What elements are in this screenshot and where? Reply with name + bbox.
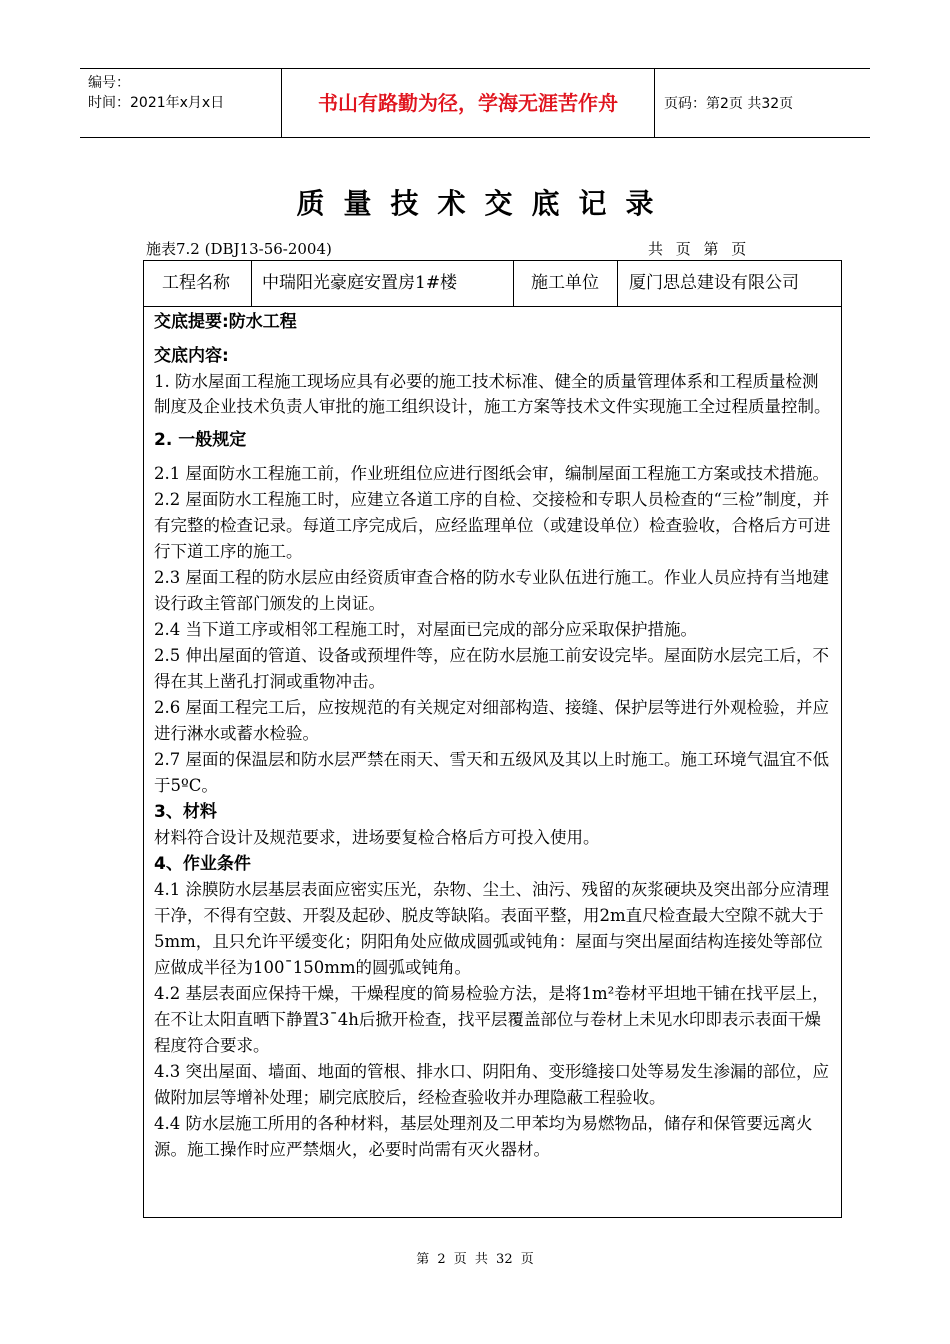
code-label: 编号： xyxy=(88,75,130,91)
date-label: 时间：2021年x月x日 xyxy=(88,95,225,111)
page-footer: 第 2 页 共 32 页 xyxy=(416,1252,534,1267)
project-name-label: 工程名称 xyxy=(162,273,230,293)
contractor-label: 施工单位 xyxy=(531,273,599,293)
header-meta xyxy=(88,73,278,113)
pages-blank: 共 页 第 页 xyxy=(648,240,747,258)
cell-divider xyxy=(251,261,252,306)
section-4-heading: 4、作业条件 xyxy=(154,854,251,874)
project-info-row xyxy=(144,261,841,307)
header-page-info: 页码：第2页 共32页 xyxy=(664,96,794,112)
clause-4-1: 4.1 涂膜防水层基层表面应密实压光，杂物、尘土、油污、残留的灰浆硬块及突出部分应清理干净，不得有空鼓、开裂及起砂、脱皮等缺陷。表面平整，用2m直尺检查最大空隙不就大于5mm，且只允许平缓变化；阴阳角处应做成圆弧或钝角：屋面与突出屋面结构连接处等部位应做成半径为100¯150mm的圆弧或钝角。 xyxy=(154,880,829,977)
clause-4-4: 4.4 防水层施工所用的各种材料，基层处理剂及二甲苯均为易燃物品，储存和保管要远离火源。施工操作时应严禁烟火，必要时尚需有灭火器材。 xyxy=(154,1114,813,1159)
content-heading: 交底内容: xyxy=(154,346,229,366)
clause-3: 材料符合设计及规范要求，进场要复检合格后方可投入使用。 xyxy=(154,828,600,847)
header-divider xyxy=(654,69,655,137)
clause-2-7: 2.7 屋面的保温层和防水层严禁在雨天、雪天和五级风及其以上时施工。施工环境气温宜不低于5ºC。 xyxy=(154,750,829,795)
record-table xyxy=(143,260,842,1218)
header-motto: 书山有路勤为径，学海无涯苦作舟 xyxy=(318,91,618,115)
paragraph-1: 1. 防水屋面工程施工现场应具有必要的施工技术标准、健全的质量管理体系和工程质量检测制度及企业技术负责人审批的施工组织设计，施工方案等技术文件实现施工全过程质量控制。 xyxy=(154,372,831,416)
clause-2-4: 2.4 当下道工序或相邻工程施工时，对屋面已完成的部分应采取保护措施。 xyxy=(154,620,697,639)
contractor-name: 厦门思总建设有限公司 xyxy=(629,273,799,293)
form-number: 施表7.2 (DBJ13-56-2004) xyxy=(146,240,332,258)
cell-divider xyxy=(513,261,514,306)
clause-2-3: 2.3 屋面工程的防水层应由经资质审查合格的防水专业队伍进行施工。作业人员应持有当地建设行政主管部门颁发的上岗证。 xyxy=(154,568,829,613)
cell-divider xyxy=(617,261,618,306)
clause-4-3: 4.3 突出屋面、墙面、地面的管根、排水口、阴阳角、变形缝接口处等易发生渗漏的部位，应做附加层等增补处理；刷完底胶后，经检查验收并办理隐蔽工程验收。 xyxy=(154,1062,829,1107)
document-title: 质量技术交底记录 xyxy=(296,187,673,220)
section-2-heading: 2. 一般规定 xyxy=(154,430,247,450)
project-name: 中瑞阳光豪庭安置房1#楼 xyxy=(262,273,458,293)
clause-2-5: 2.5 伸出屋面的管道、设备或预埋件等，应在防水层施工前安设完毕。屋面防水层完工后，不得在其上凿孔打洞或重物冲击。 xyxy=(154,646,829,691)
clause-2-1: 2.1 屋面防水工程施工前，作业班组位应进行图纸会审，编制屋面工程施工方案或技术措施。 xyxy=(154,464,829,483)
page-header xyxy=(80,68,870,138)
clause-2-2: 2.2 屋面防水工程施工时，应建立各道工序的自检、交接检和专职人员检查的“三检”制度，并有完整的检查记录。每道工序完成后，应经监理单位（或建设单位）检查验收，合格后方可进行下道工序的施工。 xyxy=(154,490,831,561)
clause-2-6: 2.6 屋面工程完工后，应按规范的有关规定对细部构造、接缝、保护层等进行外观检验，并应进行淋水或蓄水检验。 xyxy=(154,698,829,743)
disclosure-content xyxy=(154,309,832,1163)
clause-4-2: 4.2 基层表面应保持干燥，干燥程度的简易检验方法，是将1m²卷材平坦地干铺在找平层上，在不让太阳直晒下静置3¯4h后掀开检查，找平层覆盖部位与卷材上未见水印即表示表面干燥程度符合要求。 xyxy=(154,984,829,1055)
section-3-heading: 3、材料 xyxy=(154,802,217,822)
summary-line: 交底提要:防水工程 xyxy=(154,312,297,332)
